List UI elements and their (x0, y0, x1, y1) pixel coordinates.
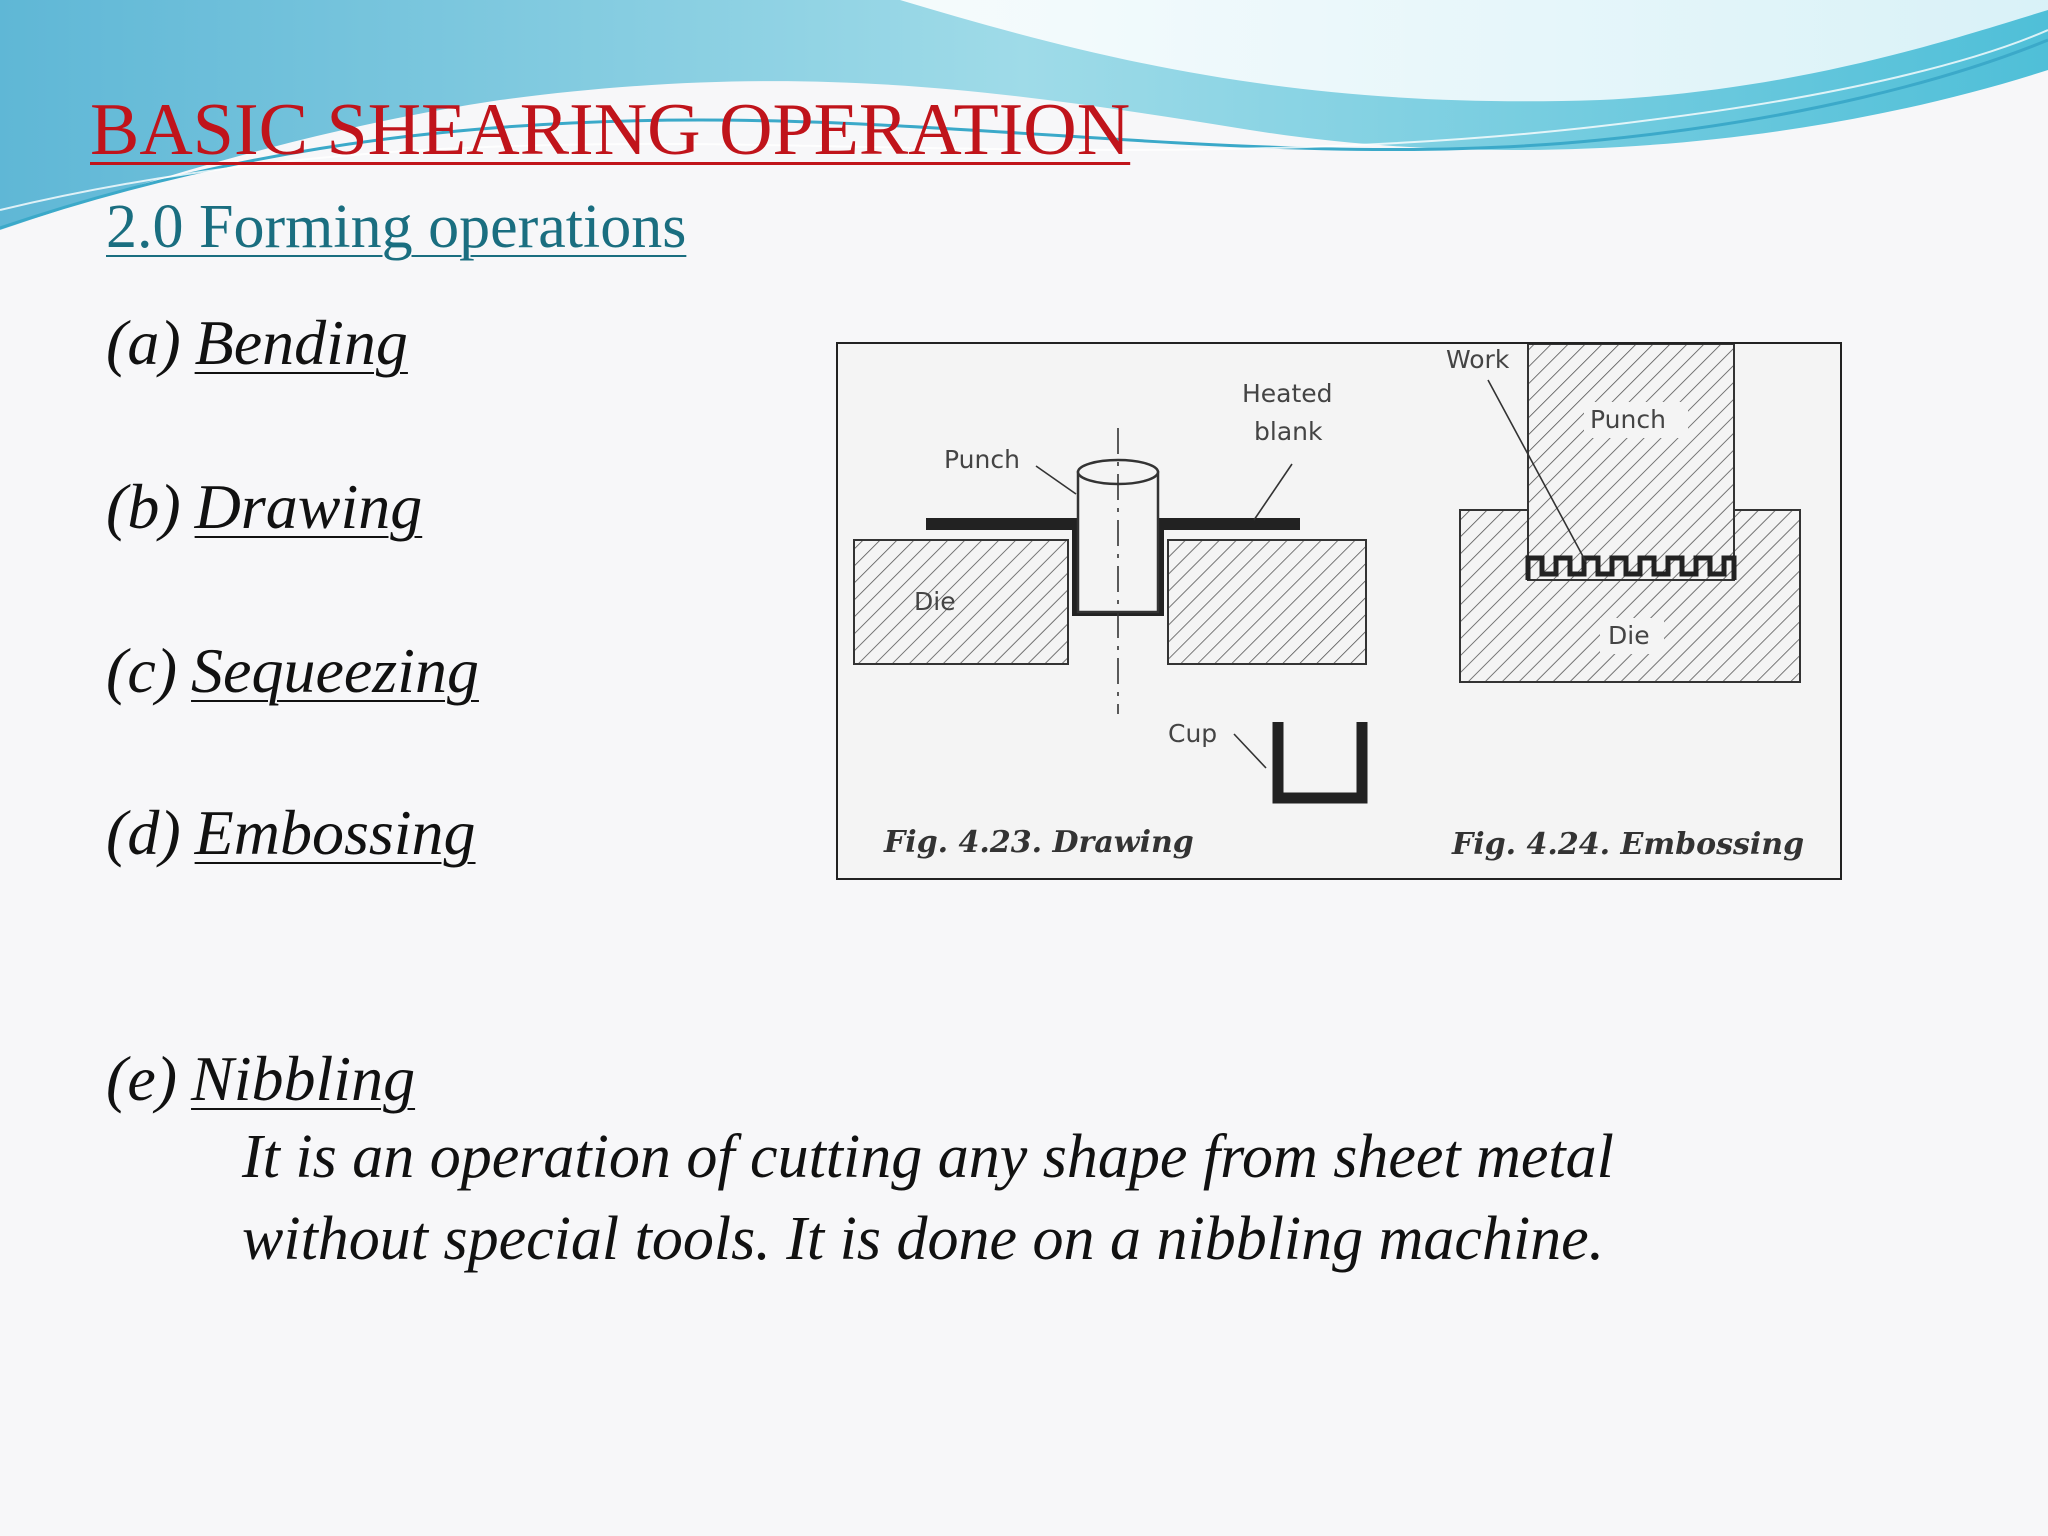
blank-label: blank (1254, 417, 1323, 446)
description-line: It is an operation of cutting any shape from sheet metal (242, 1123, 1614, 1191)
list-item-bending (106, 306, 408, 380)
figure-drawing-embossing (836, 342, 1842, 880)
item-label: Bending (194, 307, 408, 378)
item-marker: (a) (106, 307, 181, 378)
work-label: Work (1446, 345, 1510, 374)
list-item-embossing (106, 796, 476, 870)
drawing-diagram (854, 379, 1366, 860)
cup-leader (1234, 734, 1266, 768)
list-item-nibbling (106, 1042, 415, 1116)
punch-label: Punch (944, 445, 1020, 474)
heated-label: Heated (1242, 379, 1333, 408)
emboss-die-label: Die (1608, 621, 1650, 650)
item-label: Drawing (194, 471, 423, 542)
item-marker: (b) (106, 471, 181, 542)
list-item-sequeezing (106, 634, 479, 708)
die-left-block (854, 540, 1068, 664)
die-label: Die (914, 587, 956, 616)
blank-leader (1254, 464, 1292, 520)
cup-shape (1278, 722, 1362, 798)
description-line: without special tools. It is done on a nibbling machine. (242, 1205, 1605, 1273)
slide-title: BASIC SHEARING OPERATION (90, 89, 1131, 171)
embossing-diagram (1446, 344, 1804, 862)
item-marker: (d) (106, 797, 181, 868)
die-right-block (1168, 540, 1366, 664)
nibbling-description (242, 1116, 1842, 1280)
figure-illustration (838, 344, 1840, 878)
item-label: Sequeezing (191, 635, 479, 706)
slide-subtitle: 2.0 Forming operations (106, 193, 687, 261)
punch-leader (1036, 466, 1076, 494)
item-label: Nibbling (191, 1043, 416, 1114)
item-label: Embossing (194, 797, 476, 868)
item-marker: (c) (106, 635, 178, 706)
drawing-caption: Fig. 4.23. Drawing (884, 825, 1194, 860)
embossing-caption: Fig. 4.24. Embossing (1452, 827, 1805, 862)
emboss-punch-label: Punch (1590, 405, 1666, 434)
emboss-punch (1528, 344, 1734, 580)
item-marker: (e) (106, 1043, 178, 1114)
list-item-drawing (106, 470, 422, 544)
cup-label: Cup (1168, 719, 1218, 748)
